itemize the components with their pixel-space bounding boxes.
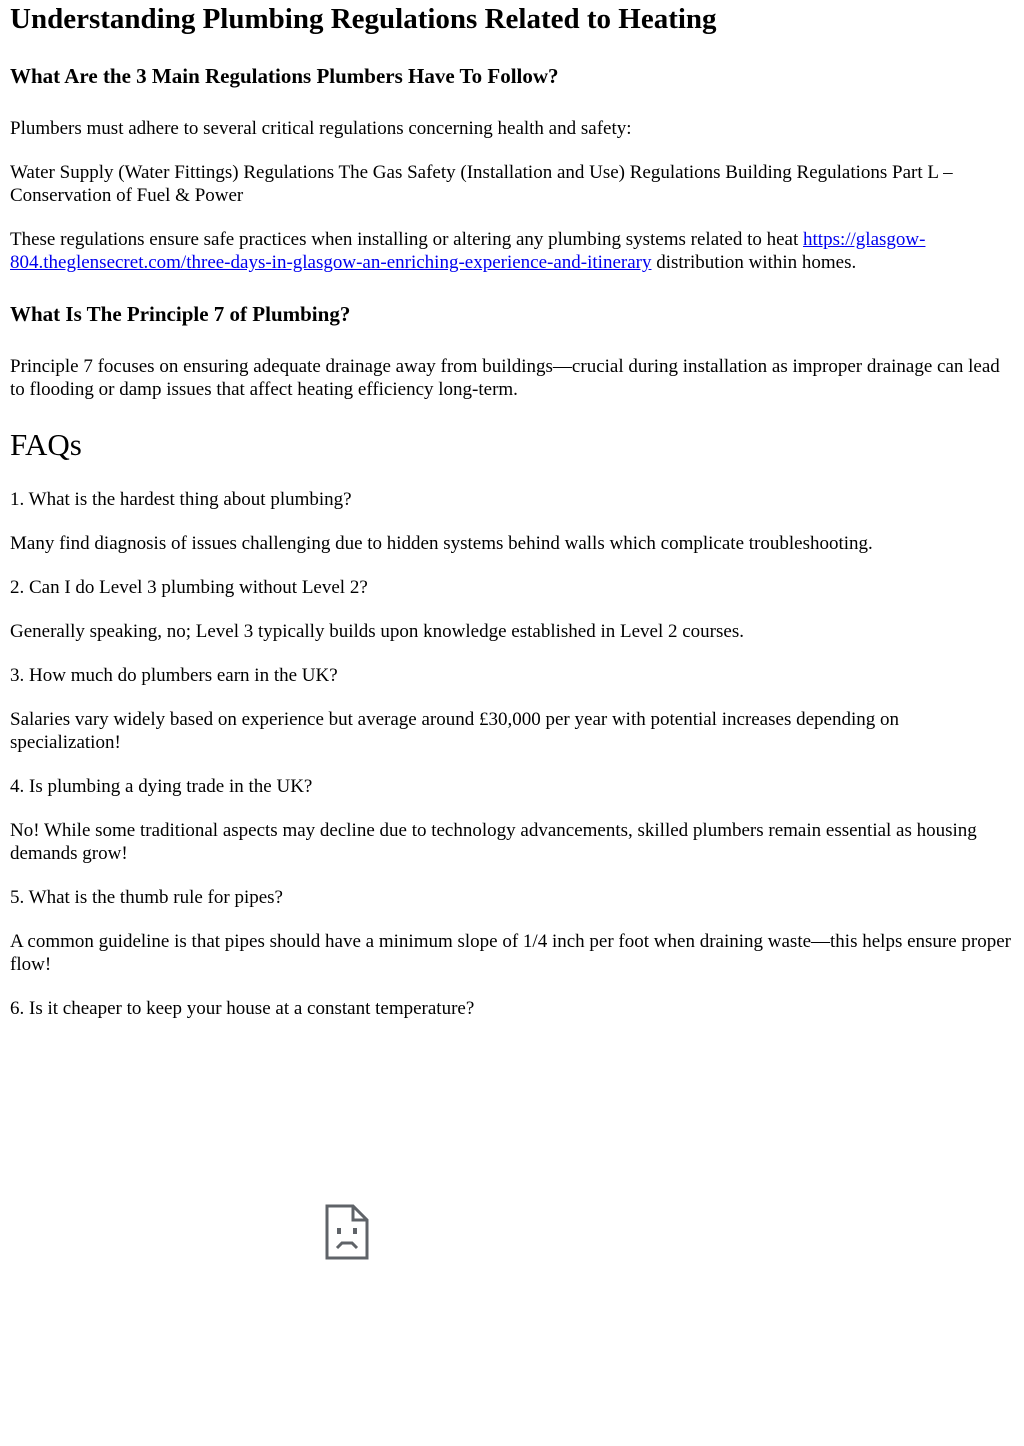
page-title: Understanding Plumbing Regulations Related to Heating [10, 3, 717, 35]
faq-answer: Generally speaking, no; Level 3 typically builds upon knowledge established in Level 2 courses. [10, 621, 744, 642]
regulations-heading: What Are the 3 Main Regulations Plumbers Have To Follow? [10, 64, 559, 88]
faq-answer: Salaries vary widely based on experience but average around £30,000 per year with potential increases depending on specialization! [10, 709, 899, 753]
faq-question: 1. What is the hardest thing about plumbing? [10, 489, 352, 510]
principle-heading: What Is The Principle 7 of Plumbing? [10, 302, 351, 326]
faq-question: 4. Is plumbing a dying trade in the UK? [10, 776, 313, 797]
broken-image-icon [325, 1204, 369, 1260]
regulations-ensure-paragraph [10, 228, 1014, 274]
article [10, 0, 1014, 1020]
faq-answer: No! While some traditional aspects may decline due to technology advancements, skilled plumbers remain essential as housing demands grow! [10, 820, 977, 864]
faq-question: 3. How much do plumbers earn in the UK? [10, 665, 338, 686]
faq-question: 6. Is it cheaper to keep your house at a constant temperature? [10, 998, 475, 1019]
faqs-heading: FAQs [10, 427, 82, 462]
principle-text: Principle 7 focuses on ensuring adequate drainage away from buildings—crucial during installation as improper drainage can lead to flooding or damp issues that affect heating efficiency long-term. [10, 356, 1000, 400]
faq-answer: Many find diagnosis of issues challenging due to hidden systems behind walls which complicate troubleshooting. [10, 533, 873, 554]
faq-answer: A common guideline is that pipes should have a minimum slope of 1/4 inch per foot when draining waste—this helps ensure proper flow! [10, 931, 1012, 975]
ensure-text-after: distribution within homes. [651, 252, 857, 273]
faq-question: 5. What is the thumb rule for pipes? [10, 887, 283, 908]
regulations-intro: Plumbers must adhere to several critical regulations concerning health and safety: [10, 118, 632, 139]
faq-question: 2. Can I do Level 3 plumbing without Level 2? [10, 577, 368, 598]
ensure-text-before: These regulations ensure safe practices when installing or altering any plumbing systems related to heat [10, 229, 804, 250]
regulations-list-text: Water Supply (Water Fittings) Regulations The Gas Safety (Installation and Use) Regulations Building Regulations Part L – Conservation of Fuel & Power [10, 162, 953, 206]
glasgow-itinerary-link[interactable]: https://glasgow-804.theglensecret.com/three-days-in-glasgow-an-enriching-experience-and-itinerary [10, 229, 926, 273]
